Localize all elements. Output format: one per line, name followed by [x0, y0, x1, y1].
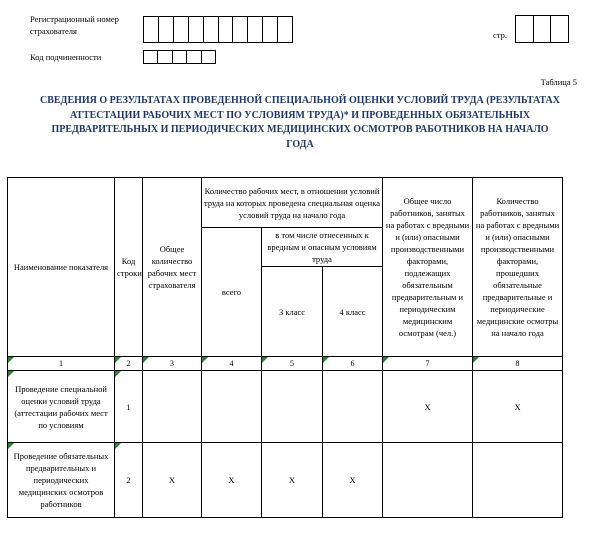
column-number-cell	[143, 357, 202, 371]
value-cell: X	[143, 443, 202, 518]
table-row	[8, 443, 563, 518]
box-cell	[550, 16, 568, 42]
page-number-label: стр.	[493, 30, 507, 40]
value-cell: X	[323, 443, 383, 518]
header-workers-subject-to-exams: Общее число работников, занятых на работах с вредными и (или) опасными производственными факторами, подлежащих обязательным предварительным и периодическим медицинским осмотрам (чел.)	[383, 178, 473, 357]
box-cell	[516, 16, 533, 42]
corner-marker-icon	[262, 357, 268, 363]
table-caption: Таблица 5	[540, 77, 577, 87]
corner-marker-icon	[473, 357, 479, 363]
column-number-row	[8, 357, 563, 371]
box-cell	[203, 17, 218, 42]
box-cell	[218, 17, 233, 42]
column-number-cell	[473, 357, 563, 371]
column-number-cell	[383, 357, 473, 371]
value-cell	[143, 371, 202, 443]
value-cell	[262, 371, 323, 443]
box-cell	[157, 51, 171, 63]
column-number: 1	[59, 358, 63, 368]
column-number: 3	[170, 358, 174, 368]
subordination-code-label: Код подчиненности	[30, 52, 102, 62]
column-number: 5	[290, 358, 294, 368]
corner-marker-icon	[143, 357, 149, 363]
document-title: СВЕДЕНИЯ О РЕЗУЛЬТАТАХ ПРОВЕДЕННОЙ СПЕЦИАЛЬНОЙ ОЦЕНКИ УСЛОВИЙ ТРУДА (РЕЗУЛЬТАТАХ АТТЕСТАЦИИ РАБОЧИХ МЕСТ ПО УСЛОВИЯМ ТРУДА)* И ПРОВЕДЕННЫХ ОБЯЗАТЕЛЬНЫХ ПРЕДВАРИТЕЛЬНЫХ И ПЕРИОДИЧЕСКИХ МЕДИЦИНСКИХ ОСМОТРОВ РАБОТНИКОВ НА НАЧАЛО ГОДА	[40, 95, 560, 150]
page-number-boxes	[515, 15, 569, 43]
corner-marker-icon	[202, 357, 208, 363]
box-cell	[262, 17, 277, 42]
box-cell	[144, 51, 157, 63]
row-code-cell	[115, 371, 143, 443]
value-cell	[383, 443, 473, 518]
reg-number-boxes	[143, 16, 293, 43]
row-name-cell	[8, 371, 115, 443]
column-number-cell	[323, 357, 383, 371]
header-line-code: Код строки	[115, 178, 143, 357]
row-name: Проведение обязательных предварительных и периодических медицинских осмотров работников	[13, 451, 109, 509]
box-cell	[144, 17, 158, 42]
row-code: 1	[126, 401, 131, 412]
column-number: 6	[350, 358, 355, 368]
box-cell	[186, 51, 200, 63]
column-number: 2	[126, 358, 131, 368]
value-cell: X	[262, 443, 323, 518]
corner-marker-icon	[383, 357, 389, 363]
row-name-cell	[8, 443, 115, 518]
corner-marker-icon	[8, 371, 14, 377]
row-code-cell	[115, 443, 143, 518]
box-cell	[277, 17, 292, 42]
corner-marker-icon	[115, 357, 121, 363]
report-table	[7, 177, 563, 518]
box-cell	[188, 17, 203, 42]
header-indicator-name: Наименование показателя	[8, 178, 115, 357]
box-cell	[158, 17, 173, 42]
value-cell	[323, 371, 383, 443]
header-workers-passed-exams: Количество работников, занятых на работах с вредными и (или) опасными производственными факторами, прошедших обязательные предварительные и периодические медицинские осмотры на начало года	[473, 178, 563, 357]
corner-marker-icon	[8, 357, 14, 363]
row-code: 2	[126, 475, 131, 485]
table-row	[8, 371, 563, 443]
value-cell: X	[383, 371, 473, 443]
box-cell	[201, 51, 215, 63]
value-cell: X	[473, 371, 563, 443]
corner-marker-icon	[8, 443, 14, 449]
header-class4: 4 класс	[323, 267, 383, 357]
header-total: всего	[202, 228, 262, 357]
header-harmful-group: в том числе отнесенных к вредным и опасным условиям труда	[262, 228, 383, 267]
box-cell	[232, 17, 247, 42]
reg-number-label: Регистрационный номер страхователя	[30, 14, 119, 36]
corner-marker-icon	[115, 443, 121, 449]
column-number-cell	[202, 357, 262, 371]
corner-marker-icon	[323, 357, 329, 363]
row-name: Проведение специальной оценки условий труда (аттестации рабочих мест по условиям	[14, 383, 108, 430]
column-number: 7	[425, 358, 430, 368]
header-total-workplaces: Общее количество рабочих мест страхователя	[143, 178, 202, 357]
box-cell	[533, 16, 551, 42]
column-number-cell	[262, 357, 323, 371]
header-assessed-workplaces-group: Количество рабочих мест, в отношении условий труда на которых проведена специальная оценка условий труда на начало года	[202, 178, 383, 228]
column-number-cell	[115, 357, 143, 371]
value-cell: X	[202, 443, 262, 518]
box-cell	[247, 17, 262, 42]
subordination-code-boxes	[143, 50, 216, 64]
box-cell	[172, 51, 186, 63]
box-cell	[173, 17, 188, 42]
corner-marker-icon	[115, 371, 121, 377]
value-cell	[473, 443, 563, 518]
column-number-cell	[8, 357, 115, 371]
column-number: 8	[515, 358, 520, 368]
value-cell	[202, 371, 262, 443]
header-class3: 3 класс	[262, 267, 323, 357]
column-number: 4	[229, 358, 234, 368]
